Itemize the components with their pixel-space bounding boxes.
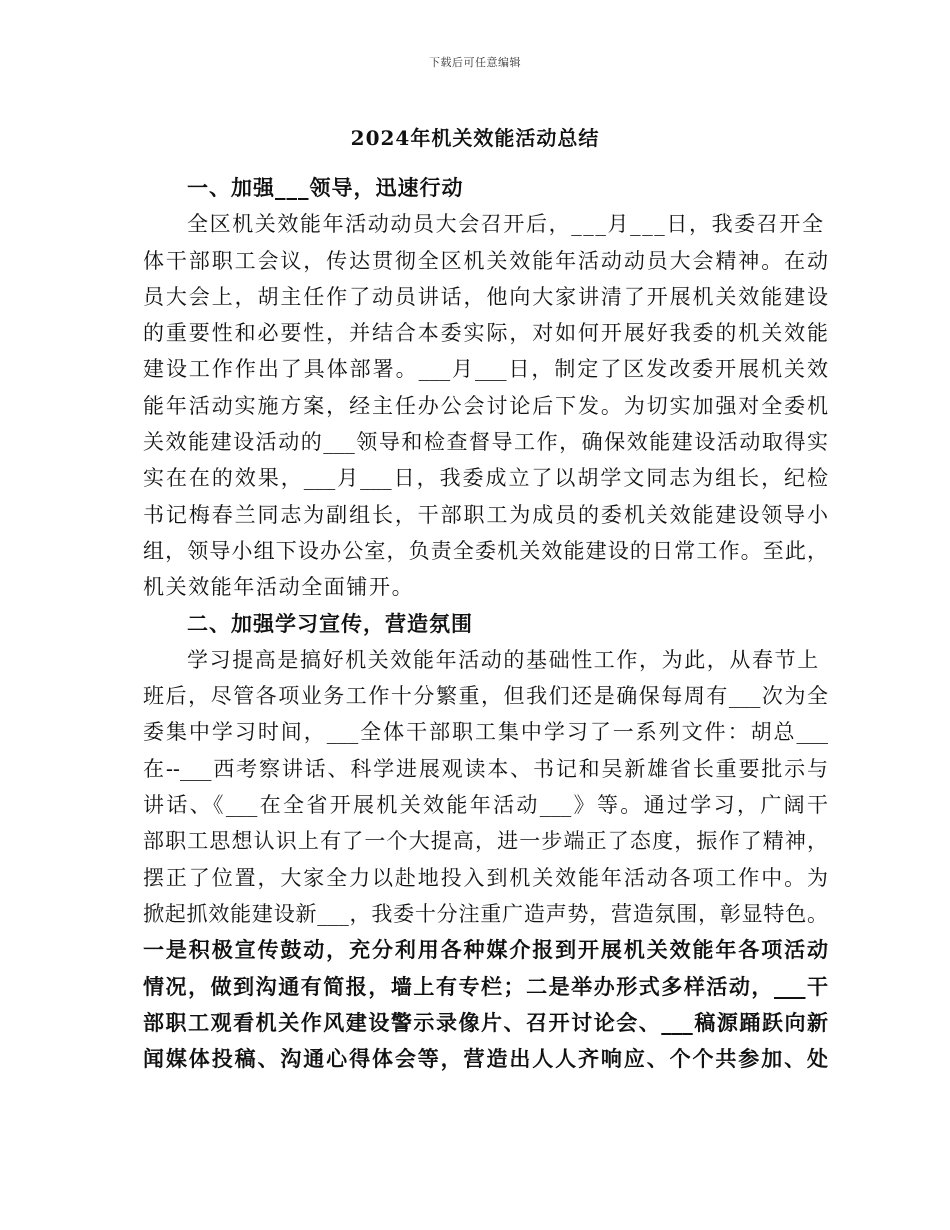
paragraph-line: 建设工作作出了具体部署。___月___日，制定了区发改委开展机关效 bbox=[143, 357, 828, 382]
paragraph-line: 部职工观看机关作风建设警示录像片、召开讨论会、___稿源踊跃向新 bbox=[143, 1009, 828, 1035]
paragraph-line: 关效能建设活动的___领导和检查督导工作，确保效能建设活动取得实 bbox=[143, 430, 828, 455]
paragraph-line: 体干部职工会议，传达贯彻全区机关效能年活动动员大会精神。在动 bbox=[143, 248, 828, 273]
paragraph-line: 闻媒体投稿、沟通心得体会等，营造出人人齐响应、个个共参加、处 bbox=[143, 1046, 828, 1072]
paragraph-line: 书记梅春兰同志为副组长，干部职工为成员的委机关效能建设领导小 bbox=[143, 502, 828, 527]
paragraph-line: 机关效能年活动全面铺开。 bbox=[143, 575, 415, 600]
paragraph-line: 员大会上，胡主任作了动员讲话，他向大家讲清了开展机关效能建设 bbox=[143, 284, 828, 309]
document-body bbox=[143, 170, 828, 1077]
paragraph-line: 情况，做到沟通有简报，墙上有专栏；二是举办形式多样活动，___干 bbox=[143, 973, 828, 999]
header-note: 下载后可任意编辑 bbox=[429, 56, 521, 69]
paragraph-line: 摆正了位置，大家全力以赴地投入到机关效能年活动各项工作中。为 bbox=[143, 865, 828, 890]
section-heading: 一、加强___领导，迅速行动 bbox=[187, 175, 464, 200]
paragraph-line: 一是积极宣传鼓动，充分利用各种媒介报到开展机关效能年各项活动 bbox=[143, 937, 828, 963]
paragraph-line: 委集中学习时间，___全体干部职工集中学习了一系列文件：胡总___ bbox=[143, 720, 828, 745]
paragraph-line: 组，领导小组下设办公室，负责全委机关效能建设的日常工作。至此， bbox=[143, 538, 828, 563]
section-heading: 二、加强学习宣传，营造氛围 bbox=[187, 610, 473, 636]
paragraph-line: 实在在的效果，___月___日，我委成立了以胡学文同志为组长，纪检 bbox=[143, 466, 828, 491]
paragraph-line: 班后，尽管各项业务工作十分繁重，但我们还是确保每周有___次为全 bbox=[143, 684, 828, 709]
paragraph-line: 学习提高是搞好机关效能年活动的基础性工作，为此，从春节上 bbox=[187, 647, 820, 672]
paragraph-line: 掀起抓效能建设新___，我委十分注重广造声势，营造氛围，彰显特色。 bbox=[143, 901, 828, 926]
paragraph-line: 能年活动实施方案，经主任办公会讨论后下发。为切实加强对全委机 bbox=[143, 393, 828, 418]
paragraph-line: 部职工思想认识上有了一个大提高，进一步端正了态度，振作了精神， bbox=[143, 829, 828, 854]
paragraph-line: 讲话、《___在全省开展机关效能年活动___》等。通过学习，广阔干 bbox=[143, 793, 828, 818]
paragraph-line: 的重要性和必要性，并结合本委实际，对如何开展好我委的机关效能 bbox=[143, 321, 828, 346]
document-title: 2024年机关效能活动总结 bbox=[350, 126, 600, 150]
paragraph-line: 在--___西考察讲话、科学进展观读本、书记和吴新雄省长重要批示与 bbox=[143, 756, 828, 781]
paragraph-line: 全区机关效能年活动动员大会召开后，___月___日，我委召开全 bbox=[187, 212, 825, 237]
